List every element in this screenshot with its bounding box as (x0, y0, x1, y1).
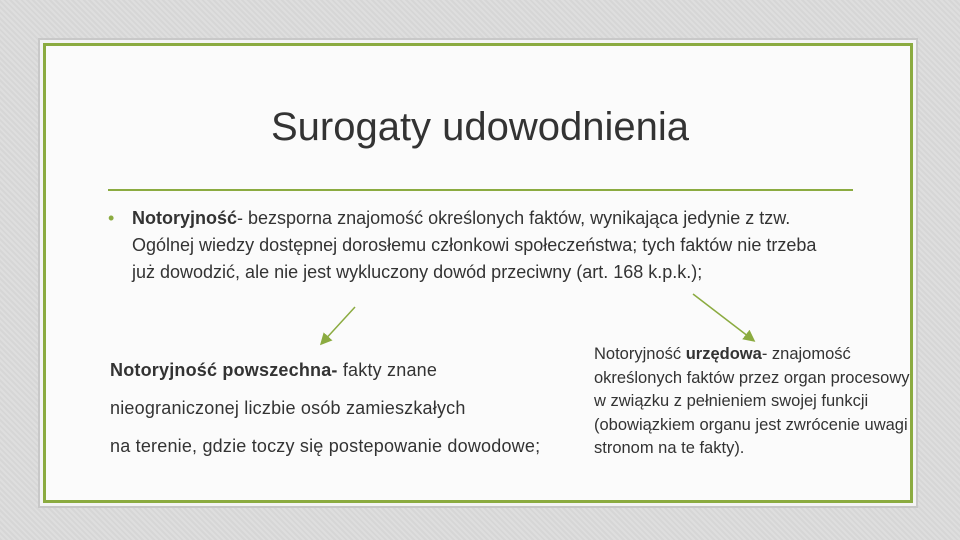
bullet-term: Notoryjność (132, 208, 238, 228)
official-definition: - znajomość określonych faktów przez organ procesowy w związku z pełnieniem swojej funkcji (obowiązkiem organu jest zwrócenie uwagi stronom na te fakty). (594, 345, 910, 457)
bullet-definition: - bezsporna znajomość określonych faktów, wynikająca jedynie z tzw. Ogólnej wiedzy dostępnej dorosłemu członkowi społeczeństwa; tych faktów nie trzeba już dowodzić, ale nie jest wykluczony dowód przeciwny (art. 168 k.p.k.); (132, 208, 817, 282)
slide-title: Surogaty udowodnienia (270, 105, 690, 149)
general-line-3: na terenie, gdzie toczy się postepowanie dowodowe; (110, 436, 541, 456)
general-line-1-text: fakty znane (337, 360, 438, 380)
general-line-1 (110, 360, 437, 381)
general-term: Notoryjność powszechna- (110, 360, 338, 380)
arrow-left (322, 307, 355, 343)
general-line-2: nieograniczonej liczbie osób zamieszkałych (110, 398, 466, 418)
notoriety-official (594, 343, 914, 461)
official-term: urzędowa (685, 345, 762, 363)
bullet-dot-icon: • (108, 208, 115, 228)
arrow-right (693, 294, 753, 340)
official-term-prefix: Notoryjność (594, 345, 686, 363)
